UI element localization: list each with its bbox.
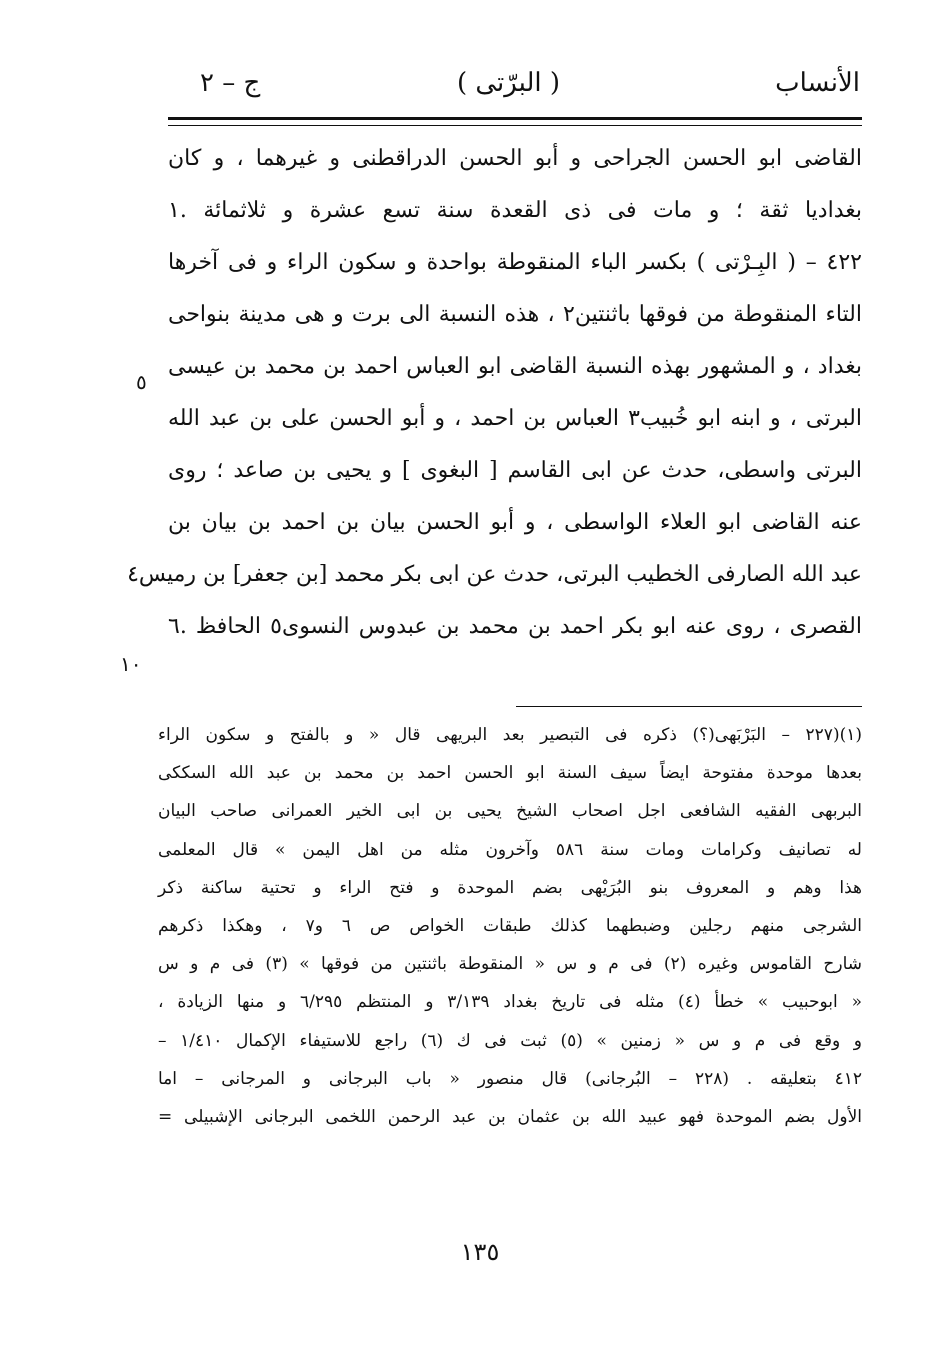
footnote-rule bbox=[516, 706, 862, 707]
line-number-10: ١٠ bbox=[120, 652, 142, 676]
section-title: ( البرّتى ) bbox=[456, 68, 560, 98]
footnote-line: ٤١٢ بتعليقه . (٢٢٨ – البُرجانى) قال منصور « باب البرجانى و المرجانى – اما bbox=[158, 1068, 862, 1089]
page-number: ١٣٥ bbox=[460, 1238, 500, 1266]
footnote-line: الأول بضم الموحدة فهو عبيد الله بن عثمان بن عبد الرحمن اللخمى البرجانى الإشبيلى = bbox=[158, 1106, 862, 1127]
text-line: بغداديا ثقة ؛ و مات فى ذى القعدة سنة تسع عشرة و ثلاثمائة .١ bbox=[168, 198, 862, 223]
text-line: عبد الله الصارفى الخطيب البرتى، حدث عن ابى بكر محمد [بن جعفر] بن رميس٤ bbox=[127, 562, 862, 587]
main-text bbox=[127, 133, 862, 653]
footnotes bbox=[158, 716, 862, 1136]
text-line: بغداد ، و المشهور بهذه النسبة القاضى ابو العباس احمد بن محمد بن عيسى bbox=[168, 354, 862, 379]
footnote-line: « ابوحبيب » خطأ (٤) مثله فى تاريخ بغداد ٣/١٣٩ و المنتظم ٦/٢٩٥ و منها الزيادة ، bbox=[158, 992, 863, 1013]
text-line: القصرى ، روى عنه ابو بكر احمد بن محمد بن عبدوس النسوى٥ الحافظ .٦ bbox=[168, 614, 862, 639]
running-header bbox=[170, 68, 860, 108]
text-line: البرتى ، و ابنه ابو خُبيب٣ العباس بن احمد ، و أبو الحسن على بن عبد الله bbox=[168, 406, 862, 431]
text-line: التاء المنقوطة من فوقها باثنتين٢ ، هذه النسبة الى برت و هى مدينة بنواحى bbox=[168, 302, 862, 327]
footnote-line: هذا وهم و المعروف بنو البُرَيْهى بضم الموحدة و فتح الراء و تحتية ساكنة ذكر bbox=[158, 877, 862, 898]
footnote-line: الشرجى منهم رجلين وضبطهما كذلك طبقات الخواص ص ٦ و٧ ، وهكذا ذكرهم bbox=[158, 915, 862, 936]
text-line: البرتى واسطى، حدث عن ابى القاسم [ البغوى ] و يحيى بن صاعد ؛ روى bbox=[168, 458, 862, 483]
text-line: عنه القاضى ابو العلاء الواسطى ، و أبو الحسن بيان بن احمد بن بيان بن bbox=[168, 510, 862, 535]
header-rule bbox=[168, 117, 862, 126]
book-title: الأنساب bbox=[775, 68, 860, 98]
line-number-5: ٥ bbox=[136, 370, 147, 394]
footnote-line: و وقع فى م و س « زمنين » (٥) ثبت فى ك (٦) راجع للاستيفاء الإكمال ١/٤١٠ – bbox=[158, 1030, 862, 1051]
text-line: ٤٢٢ – ( البِـرْتى ) بكسر الباء المنقوطة بواحدة و سكون الراء و فى آخرها bbox=[168, 250, 862, 275]
footnote-line: البربهى الفقيه الشافعى اجل اصحاب الشيخ يحيى بن ابى الخير العمرانى صاحب البيان bbox=[158, 801, 862, 822]
footnote-line: شارح القاموس وغيره (٢) فى م و س « المنقوطة باثنتين من فوقها » (٣) فى م و س bbox=[158, 954, 862, 975]
volume-label: ج – ٢ bbox=[200, 68, 261, 98]
text-line: القاضى ابو الحسن الجراحى و أبو الحسن الدراقطنى و غيرهما ، و كان bbox=[168, 146, 862, 171]
footnote-line: له تصانيف وكرامات ومات سنة ٥٨٦ وآخرون مثله من اهل اليمن » قال المعلمى bbox=[158, 839, 862, 860]
footnote-line: بعدها موحدة مفتوحة ايضاً سيف السنة ابو الحسن احمد بن محمد بن عبد الله السككى bbox=[158, 763, 862, 784]
footnote-line: (١)(٢٢٧ – البَرْبَهى(؟) ذكره فى التبصير بعد البريهى قال « و بالفتح و سكون الراء bbox=[158, 725, 862, 745]
